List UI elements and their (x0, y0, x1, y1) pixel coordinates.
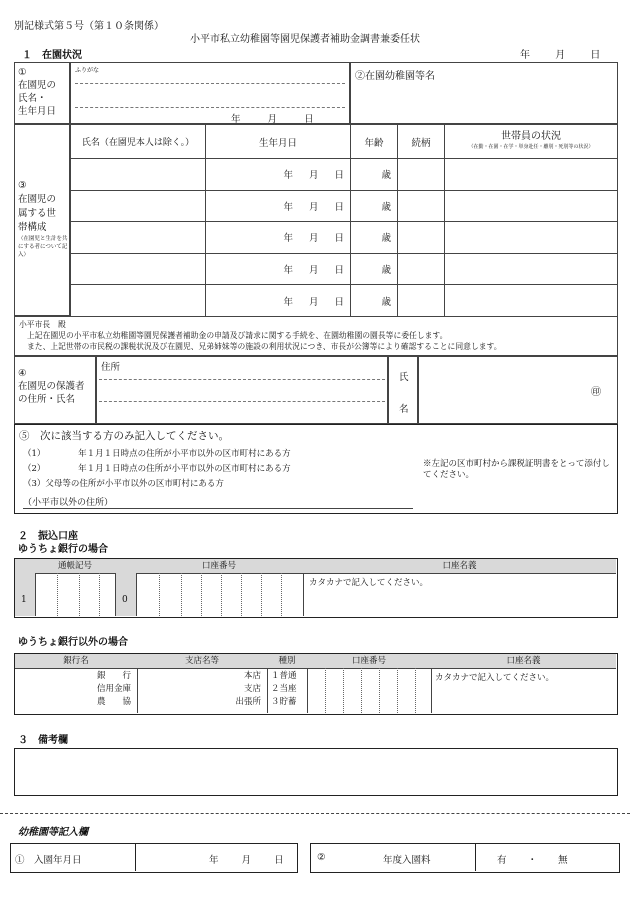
child-label-3: 生年月日 (18, 106, 57, 117)
row-age: 歳 (381, 201, 391, 213)
guardian-label-1: 在園児の保護者 (18, 381, 85, 392)
household-row (71, 222, 618, 254)
household-name-cell[interactable] (71, 190, 206, 222)
yucho-table (14, 558, 618, 618)
child-label-cell (14, 62, 70, 124)
row-month: 月 (308, 265, 319, 277)
address-label: 住所 (101, 362, 121, 373)
cut-line (0, 813, 630, 814)
col-age: 年齢 (351, 125, 398, 159)
yucho-digit-divider (261, 573, 262, 616)
fee-label: 年度入園料 (383, 855, 431, 866)
account-type-current: ２当座 (271, 684, 297, 694)
form-number: 別記様式第５号（第１０条関係） (14, 21, 164, 32)
other-katakana[interactable]: カタカナで記入してください。 (435, 673, 555, 683)
row-age: 歳 (381, 296, 391, 308)
col-relation: 続柄 (398, 125, 445, 159)
child-month: 月 (267, 114, 278, 125)
consent-line-1: 上記在園児の小平市私立幼稚園等園児保護者補助金の申請及び請求に関する手続を、在園幼稚園の園長等に委任します。 (27, 331, 448, 340)
row-day: 日 (334, 265, 344, 277)
household-name-cell[interactable] (71, 253, 206, 285)
yucho-divider (79, 573, 80, 616)
household-relation-cell[interactable] (398, 190, 445, 222)
other-col-holder: 口座名義 (431, 654, 616, 669)
consent-cell (14, 316, 618, 356)
section2-heading: ２ 振込口座 (18, 531, 78, 542)
row-day: 日 (334, 170, 344, 182)
entry-fee-box[interactable] (310, 843, 620, 873)
other-bank-title: ゆうちょ銀行以外の場合 (18, 637, 128, 648)
other-col-branch: 支店名等 (137, 654, 268, 669)
bank-type-shinkin: 信用金庫 (96, 684, 131, 694)
household-status-cell[interactable] (445, 222, 618, 254)
household-name-cell[interactable] (71, 285, 206, 317)
household-age-cell[interactable] (351, 190, 398, 222)
row-year: 年 (283, 170, 293, 182)
fee-options[interactable] (497, 852, 568, 866)
col-status-note: （在勤・在園・在学・単身赴任・離別・死別等の状況） (468, 143, 594, 150)
bank-types (91, 670, 131, 709)
yucho-digit-divider (241, 573, 242, 616)
yucho-zero-digit: 0 (122, 595, 128, 605)
row-age: 歳 (381, 233, 391, 245)
note5-cell (14, 424, 618, 514)
household-row (71, 159, 618, 191)
household-label-2: 属する世 (18, 208, 57, 219)
row-year: 年 (283, 265, 293, 277)
household-status-cell[interactable] (445, 159, 618, 191)
branch-types (221, 670, 261, 709)
entry-date-box[interactable] (10, 843, 298, 873)
child-label-1: 在園児の (18, 80, 57, 91)
other-digit-divider (325, 668, 326, 713)
row-year: 年 (283, 233, 293, 245)
consent-to: 小平市長 殿 (19, 320, 66, 329)
row-month: 月 (308, 233, 319, 245)
household-status-cell[interactable] (445, 190, 618, 222)
row-day: 日 (334, 201, 344, 213)
household-relation-cell[interactable] (398, 285, 445, 317)
household-label-1: 在園児の (18, 194, 57, 205)
remarks-box[interactable] (14, 748, 618, 796)
name-line (75, 107, 345, 108)
yucho-title: ゆうちょ銀行の場合 (18, 544, 108, 555)
household-birth-cell[interactable] (206, 190, 351, 222)
row-month: 月 (308, 201, 319, 213)
household-relation-cell[interactable] (398, 253, 445, 285)
other-col-bank: 銀行名 (15, 654, 138, 669)
yucho-digit-divider (201, 573, 202, 616)
household-birth-cell[interactable] (206, 253, 351, 285)
fee-dot: ・ (527, 855, 538, 866)
yucho-zero-cell (115, 573, 137, 616)
household-row (71, 190, 618, 222)
household-relation-cell[interactable] (398, 222, 445, 254)
household-age-cell[interactable] (351, 253, 398, 285)
kindergarten-label: ②在園幼稚園等名 (355, 71, 435, 82)
household-birth-cell[interactable] (206, 222, 351, 254)
household-birth-cell[interactable] (206, 159, 351, 191)
outside-address[interactable]: （小平市以外の住所） (23, 495, 413, 509)
fee-yes[interactable]: 有 (497, 855, 507, 866)
household-age-cell[interactable] (351, 222, 398, 254)
household-num: ③ (18, 180, 27, 191)
household-status-cell[interactable] (445, 285, 618, 317)
yucho-col-holder: 口座名義 (303, 559, 616, 574)
child-year: 年 (231, 114, 241, 125)
entry-date-values (209, 852, 284, 866)
yucho-katakana[interactable]: カタカナで記入してください。 (309, 578, 429, 588)
seal-mark: ㊞ (591, 387, 601, 398)
household-birth-cell[interactable] (206, 285, 351, 317)
other-divider (267, 668, 268, 713)
yucho-divider (99, 573, 100, 616)
date-day: 日 (590, 50, 601, 61)
other-col-number: 口座番号 (307, 654, 432, 669)
date-month: 月 (555, 50, 566, 61)
household-row (71, 253, 618, 285)
child-day: 日 (304, 114, 314, 125)
note5-item2-num: （2） (23, 464, 46, 474)
note5-side: ※左記の区市町村から課税証明書をとって添付してください。 (423, 459, 610, 480)
branch-type-office: 出張所 (235, 697, 261, 707)
col-status (445, 125, 618, 159)
note5-item3: （3）父母等の住所が小平市以外の区市町村にある方 (23, 479, 224, 489)
account-type-ordinary: １普通 (271, 671, 297, 681)
household-name-cell[interactable] (71, 222, 206, 254)
entry-date-divider (135, 844, 137, 871)
row-age: 歳 (381, 265, 391, 277)
guardian-num: ④ (18, 368, 27, 379)
date-year: 年 (520, 50, 530, 61)
yucho-digit-divider (159, 573, 160, 616)
note5-item2 (23, 462, 291, 474)
yucho-digit-divider (281, 573, 282, 616)
account-types (271, 670, 297, 709)
row-day: 日 (334, 296, 344, 308)
section1-heading: １ 在園状況 (22, 50, 82, 61)
furigana-label: ふりがな (75, 67, 100, 74)
row-day: 日 (334, 233, 344, 245)
other-digit-divider (343, 668, 344, 713)
entry-year: 年 (209, 855, 219, 866)
household-age-cell[interactable] (351, 285, 398, 317)
other-divider (307, 668, 308, 713)
col-name: 氏名（在園児本人は除く。） (71, 125, 206, 159)
other-bank-table (14, 653, 618, 715)
household-label-cell (14, 124, 70, 316)
note5-item2-text: 年１月１日時点の住所が小平市以外の区市町村にある方 (78, 464, 291, 474)
other-col-type: 種別 (267, 654, 308, 669)
child-num: ① (18, 67, 27, 78)
fee-no[interactable]: 無 (558, 855, 568, 866)
household-table (70, 124, 618, 317)
household-note: （在園児と生計を共にする者について記入） (18, 236, 68, 258)
yucho-digit-divider (181, 573, 182, 616)
col-birth: 生年月日 (206, 125, 351, 159)
consent-line-2: また、上記世帯の市民税の課税状況及び在園児、兄弟姉妹等の施設の利用状況につき、市長が公簿等により確認することに同意します。 (27, 342, 502, 351)
kindergarten-name-cell[interactable] (350, 62, 618, 124)
other-divider (137, 668, 138, 713)
entry-month: 月 (241, 855, 252, 866)
other-divider (431, 668, 432, 713)
child-name-cell[interactable] (70, 62, 350, 124)
child-birth-date (231, 111, 314, 125)
address-line-1 (99, 379, 385, 380)
yucho-divider (57, 573, 58, 616)
yucho-col-number: 口座番号 (135, 559, 304, 574)
note5-item1-text: 年１月１日時点の住所が小平市以外の区市町村にある方 (78, 449, 291, 459)
note5-item1-num: （1） (23, 449, 46, 459)
name-label-bottom: 名 (399, 404, 409, 415)
guardian-name-cell[interactable] (418, 356, 618, 424)
guardian-address-cell[interactable] (96, 356, 388, 424)
row-year: 年 (283, 201, 293, 213)
guardian-label-2: の住所・氏名 (18, 394, 76, 405)
furigana-line (75, 83, 345, 84)
name-label-top: 氏 (399, 372, 409, 383)
household-age-cell[interactable] (351, 159, 398, 191)
fee-divider (475, 844, 477, 871)
yucho-col-symbol: 通帳記号 (15, 559, 136, 574)
row-month: 月 (308, 296, 319, 308)
household-label-3: 帯構成 (18, 222, 47, 233)
account-type-savings: ３貯蓄 (271, 697, 297, 707)
household-name-cell[interactable] (71, 159, 206, 191)
section3-heading: ３ 備考欄 (18, 735, 68, 746)
yucho-first-digit: 1 (21, 595, 27, 605)
bank-type-bank: 銀 行 (96, 671, 131, 681)
child-label-2: 氏名・ (18, 93, 47, 104)
other-digit-divider (379, 668, 380, 713)
date-field[interactable] (520, 46, 600, 61)
note5-item1 (23, 447, 291, 459)
address-line-2 (99, 401, 385, 402)
yucho-digit-divider (221, 573, 222, 616)
guardian-name-label-cell (388, 356, 418, 424)
other-digit-divider (415, 668, 416, 713)
yucho-first-cell (15, 573, 36, 616)
household-relation-cell[interactable] (398, 159, 445, 191)
guardian-label-cell (14, 356, 96, 424)
fee-num: ② (317, 852, 326, 863)
other-digit-divider (361, 668, 362, 713)
col-status-title: 世帯員の状況 (501, 130, 561, 142)
row-year: 年 (283, 296, 293, 308)
branch-type-branch: 支店 (243, 684, 261, 694)
yucho-holder-divider (303, 573, 305, 616)
bank-type-nokyo: 農 協 (96, 697, 131, 707)
household-status-cell[interactable] (445, 253, 618, 285)
entry-day: 日 (274, 855, 284, 866)
other-digit-divider (397, 668, 398, 713)
row-month: 月 (308, 170, 319, 182)
branch-type-main: 本店 (243, 671, 261, 681)
entry-date-label: ① 入園年月日 (15, 855, 82, 866)
row-age: 歳 (381, 170, 391, 182)
form-title: 小平市私立幼稚園等園児保護者補助金調書兼委任状 (190, 34, 420, 45)
kindergarten-use-title: 幼稚園等記入欄 (18, 827, 88, 838)
note5-title: ⑤ 次に該当する方のみ記入してください。 (19, 430, 229, 442)
household-row (71, 285, 618, 317)
